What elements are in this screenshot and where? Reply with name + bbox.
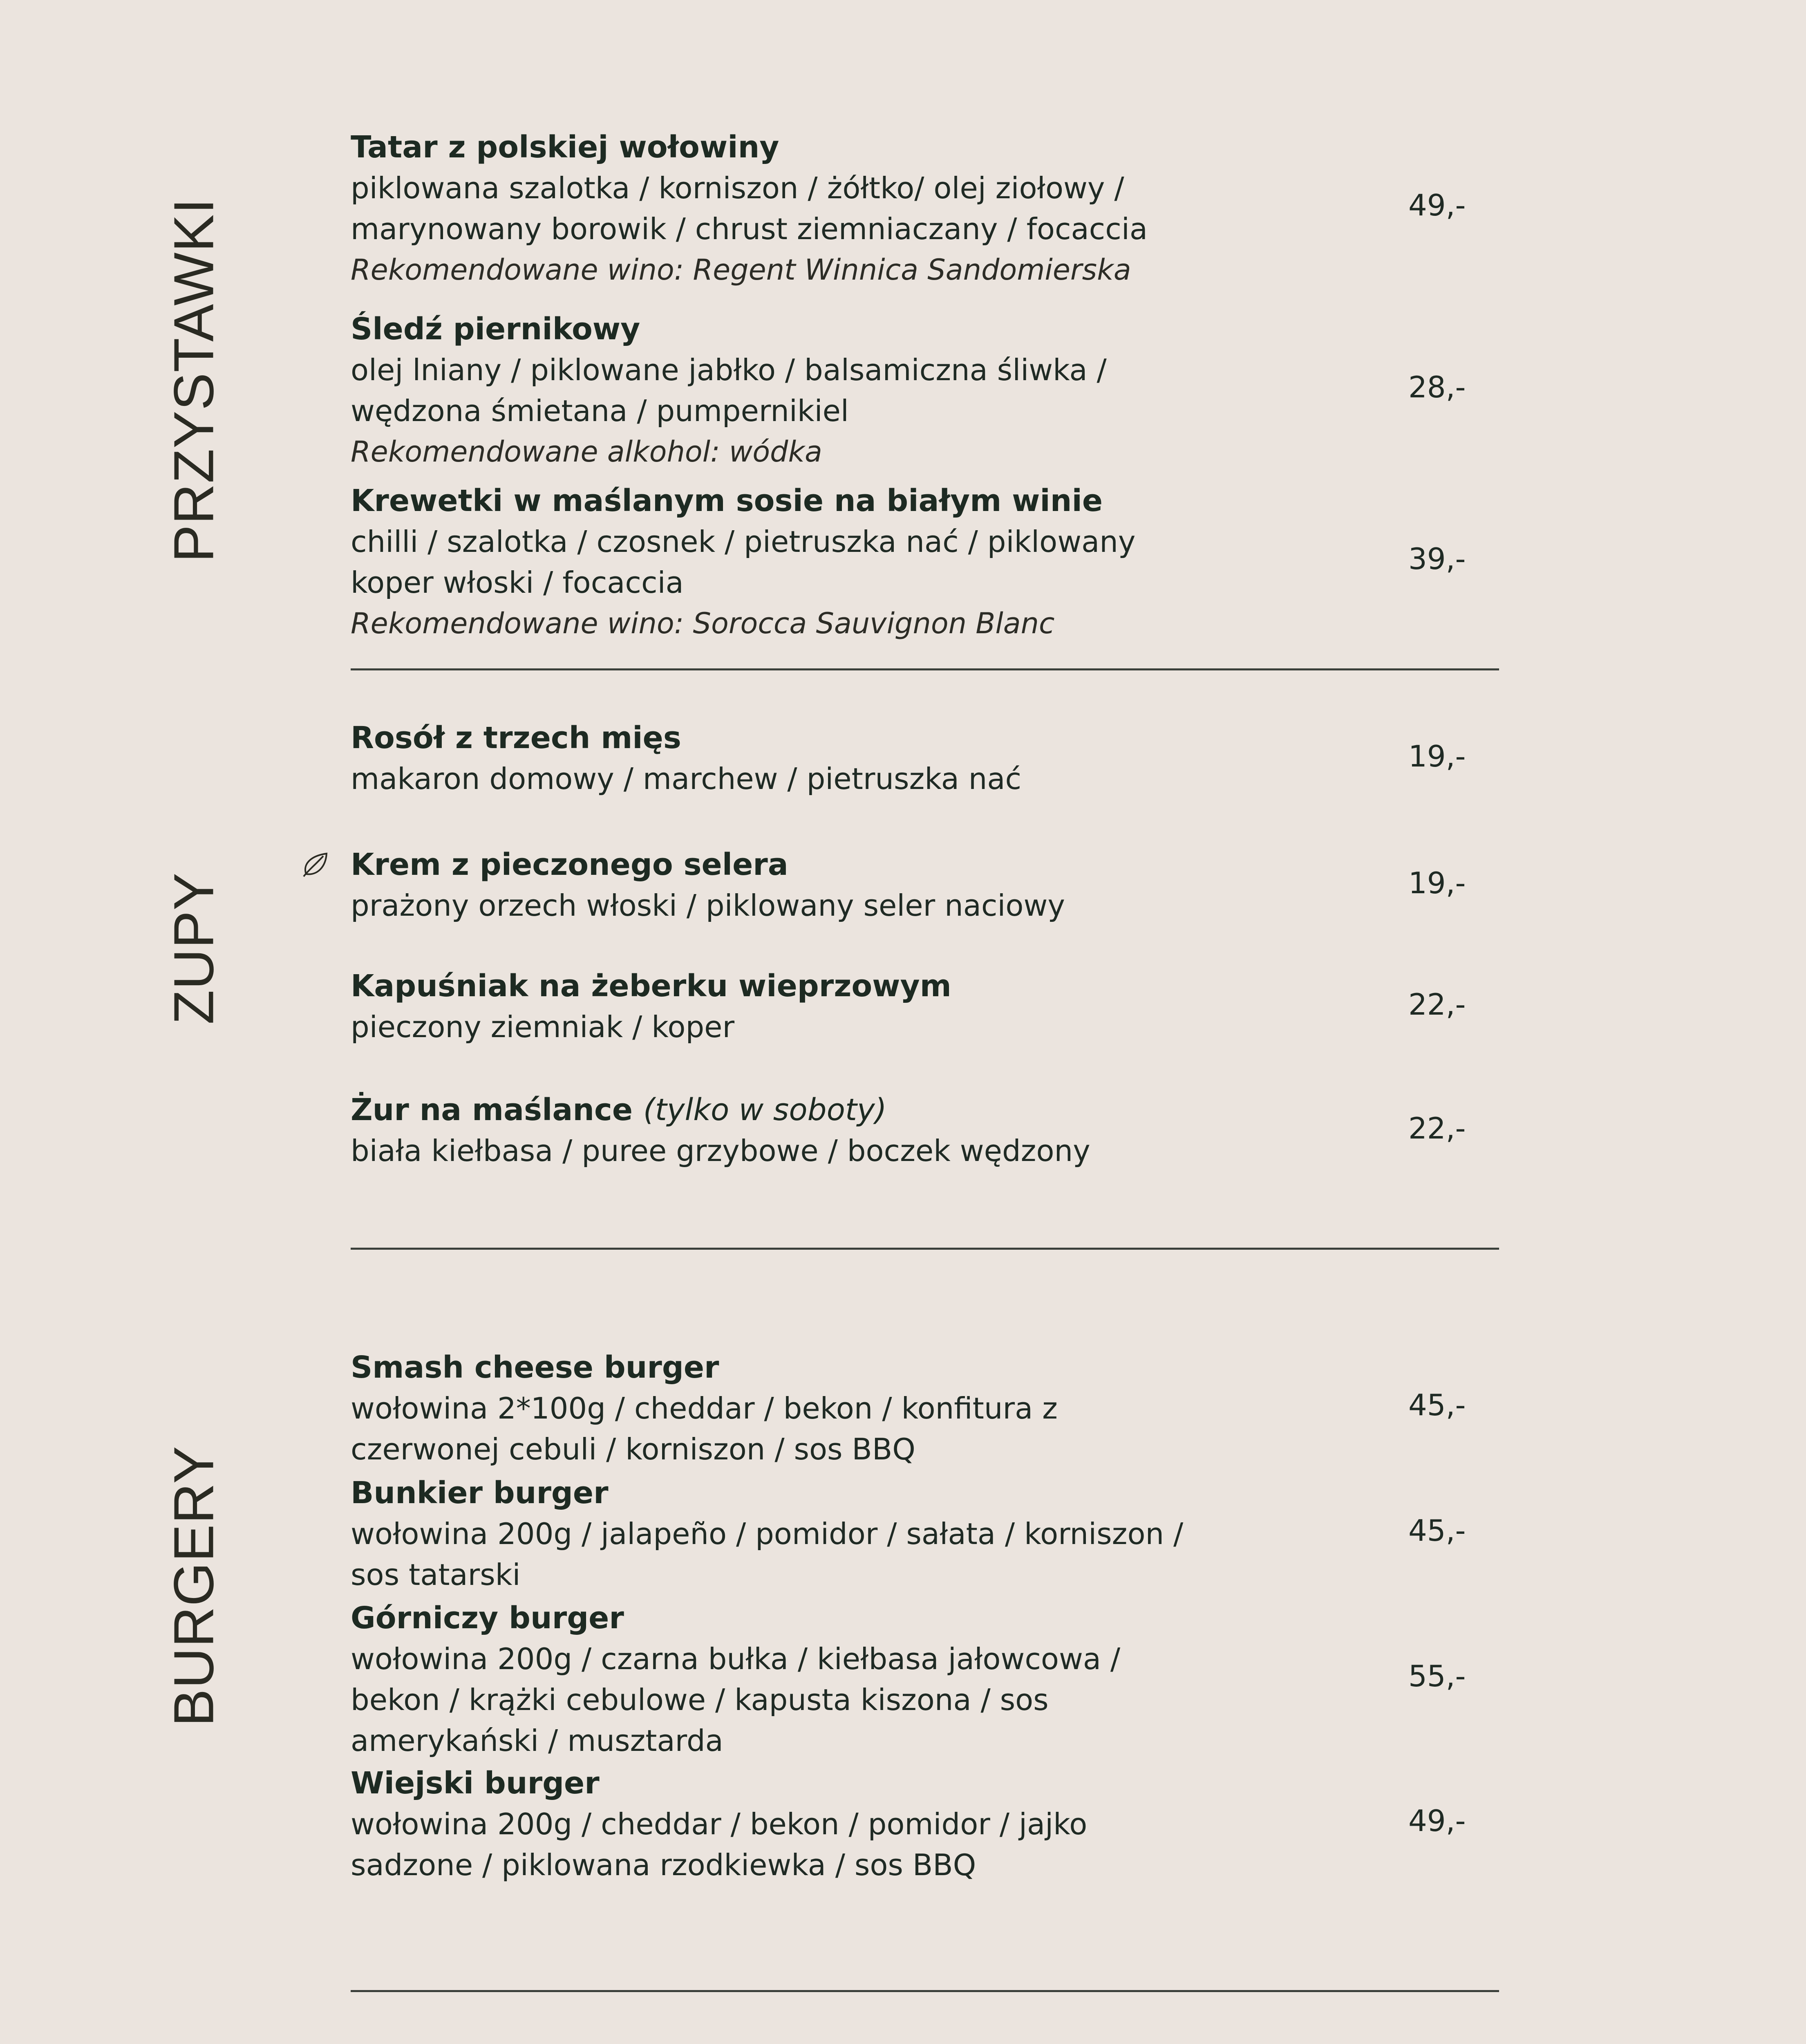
- item-name-text: Żur na maślance: [351, 1092, 633, 1127]
- menu-item: [351, 1347, 1209, 1470]
- section-divider: [351, 1248, 1499, 1250]
- leaf-icon: [300, 850, 330, 880]
- menu-item: [351, 1763, 1209, 1885]
- section-title-text: ZUPY: [162, 872, 226, 1025]
- item-description: biała kiełbasa / puree grzybowe / boczek wędzony: [351, 1134, 1090, 1168]
- item-price: 22,-: [1408, 987, 1466, 1022]
- section-title-text: BURGERY: [162, 1446, 226, 1727]
- item-price: 55,-: [1408, 1659, 1466, 1693]
- item-name: Śledź piernikowy: [351, 312, 640, 347]
- menu-item: [351, 966, 1209, 1047]
- item-description: wołowina 200g / jalapeño / pomidor / sałata / korniszon / sos tatarski: [351, 1517, 1184, 1592]
- section-divider: [351, 668, 1499, 670]
- section-title-zupy: [163, 867, 225, 1030]
- item-price: 49,-: [1408, 188, 1466, 222]
- menu-item: [351, 1089, 1209, 1171]
- item-price: 49,-: [1408, 1804, 1466, 1838]
- item-description: pieczony ziemniak / koper: [351, 1010, 735, 1044]
- menu-item: [351, 127, 1209, 290]
- item-description: chilli / szalotka / czosnek / pietruszka nać / piklowany koper włoski / focaccia: [351, 524, 1136, 600]
- item-description: piklowana szalotka / korniszon / żółtko/ olej ziołowy / marynowany borowik / chrust ziemniaczany / focaccia: [351, 171, 1148, 246]
- item-name: Krewetki w maślanym sosie na białym winie: [351, 483, 1103, 518]
- item-name: Kapuśniak na żeberku wieprzowym: [351, 968, 951, 1004]
- item-note: (tylko w soboty): [643, 1092, 887, 1127]
- menu-item: [351, 1598, 1209, 1761]
- menu-item: [351, 309, 1209, 472]
- item-recommendation: Rekomendowane wino: Regent Winnica Sandomierska: [351, 253, 1131, 287]
- item-price: 19,-: [1408, 866, 1466, 900]
- item-recommendation: Rekomendowane wino: Sorocca Sauvignon Blanc: [351, 607, 1055, 640]
- item-name: Rosół z trzech mięs: [351, 720, 681, 755]
- item-price: 19,-: [1408, 739, 1466, 773]
- item-price: 45,-: [1408, 1388, 1466, 1422]
- section-title-text: PRZYSTAWKI: [162, 198, 226, 563]
- item-name: Krem z pieczonego selera: [351, 847, 788, 882]
- section-title-przystawki: [163, 184, 225, 576]
- menu-item: [351, 480, 1209, 644]
- item-description: wołowina 200g / cheddar / bekon / pomidor / jajko sadzone / piklowana rzodkiewka / sos BBQ: [351, 1807, 1088, 1882]
- item-recommendation: Rekomendowane alkohol: wódka: [351, 435, 822, 468]
- item-name: Górniczy burger: [351, 1600, 624, 1636]
- item-description: makaron domowy / marchew / pietruszka nać: [351, 762, 1022, 796]
- menu-item: [351, 717, 1209, 799]
- item-name: Tatar z polskiej wołowiny: [351, 130, 779, 165]
- item-price: 39,-: [1408, 542, 1466, 576]
- item-price: 28,-: [1408, 370, 1466, 404]
- item-name: Bunkier burger: [351, 1475, 609, 1511]
- item-name: Wiejski burger: [351, 1766, 600, 1801]
- item-description: olej lniany / piklowane jabłko / balsamiczna śliwka / wędzona śmietana / pumpernikiel: [351, 353, 1107, 428]
- item-description: wołowina 200g / czarna bułka / kiełbasa jałowcowa / bekon / krążki cebulowe / kapusta kiszona / sos amerykański / musztarda: [351, 1642, 1121, 1758]
- menu-item: [351, 844, 1209, 926]
- item-price: 22,-: [1408, 1111, 1466, 1145]
- section-title-burgery: [163, 1439, 225, 1733]
- item-name: [351, 1089, 1209, 1130]
- item-name: Smash cheese burger: [351, 1350, 719, 1385]
- item-price: 45,-: [1408, 1513, 1466, 1548]
- item-description: wołowina 2*100g / cheddar / bekon / konfitura z czerwonej cebuli / korniszon / sos BBQ: [351, 1391, 1058, 1466]
- section-divider: [351, 1990, 1499, 1992]
- item-description: prażony orzech włoski / piklowany seler naciowy: [351, 888, 1065, 923]
- menu-item: [351, 1472, 1209, 1595]
